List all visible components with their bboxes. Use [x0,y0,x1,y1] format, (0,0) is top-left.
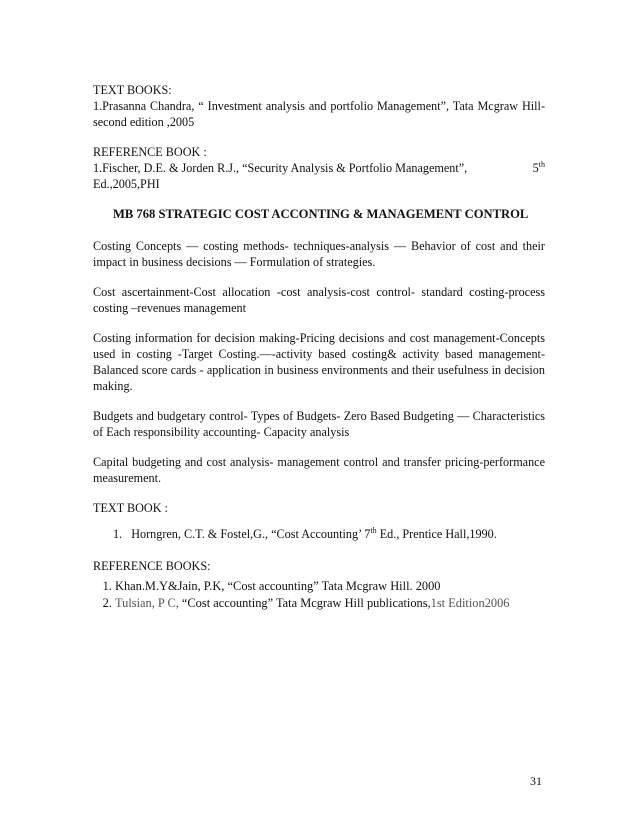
syllabus-paragraph-4: Budgets and budgetary control- Types of Budgets- Zero Based Budgeting — Characteristics of Each responsibility accounting- Capacity analysis [93,409,545,439]
reference-book-item [93,160,545,176]
text-book-list [93,526,545,542]
reference-book-section [93,144,545,192]
syllabus-paragraph-5: Capital budgeting and cost analysis- management control and transfer pricing-performance measurement. [93,455,545,485]
course-heading: MB 768 STRATEGIC COST ACCONTING & MANAGEMENT CONTROL [113,207,529,221]
text-book-title: TEXT BOOK : [93,501,168,515]
page-number: 31 [530,774,542,788]
edition-number: 5 [532,161,539,175]
text-book-superscript: th [370,525,377,535]
syllabus-paragraph-1: Costing Concepts — costing methods- techniques-analysis — Behavior of cost and their impact in business decisions — Formulation of strategies. [93,239,545,269]
reference-books-item-2-main: “Cost accounting” Tata Mcgraw Hill publications, [181,596,431,610]
reference-books-item-2-tail: 1st Edition2006 [430,596,510,610]
text-book-item-tail: Ed., Prentice Hall,1990. [376,527,497,541]
reference-books-title: REFERENCE BOOKS: [93,559,211,573]
syllabus-paragraph-2: Cost ascertainment-Cost allocation -cost analysis-cost control- standard costing-process costing –revenues management [93,285,545,315]
reference-book-item-tail: Ed.,2005,PHI [93,177,160,191]
reference-books-item [115,578,545,595]
edition-superscript: th [538,159,545,169]
text-book-item-main: Horngren, C.T. & Fostel,G., “Cost Accounting’ 7 [131,527,371,541]
reference-book-title: REFERENCE BOOK : [93,145,207,159]
reference-books-list [93,578,545,612]
reference-book-edition [533,160,545,176]
reference-books-item-1-text: Khan.M.Y&Jain, P.K, “Cost accounting” Tata Mcgraw Hill. 2000 [115,579,441,593]
reference-book-item-main: 1.Fischer, D.E. & Jorden R.J., “Security Analysis & Portfolio Management”, [93,161,468,175]
text-book-item-number: 1. [113,527,123,541]
text-books-section [93,82,545,130]
text-books-item: 1.Prasanna Chandra, “ Investment analysis and portfolio Management”, Tata Mcgraw Hill- second edition ,2005 [93,99,545,129]
reference-books-item-2-author: Tulsian, P C, [115,596,182,610]
reference-books-item [115,595,545,612]
document-page [93,82,545,612]
syllabus-paragraph-3: Costing information for decision making-Pricing decisions and cost management-Concepts used in costing -Target Costing.—-activity based costing& activity based management- Balanced score cards - application in business environments and their usefulness in decision making. [93,331,545,393]
text-book-item [131,527,497,541]
text-books-title: TEXT BOOKS: [93,83,172,97]
